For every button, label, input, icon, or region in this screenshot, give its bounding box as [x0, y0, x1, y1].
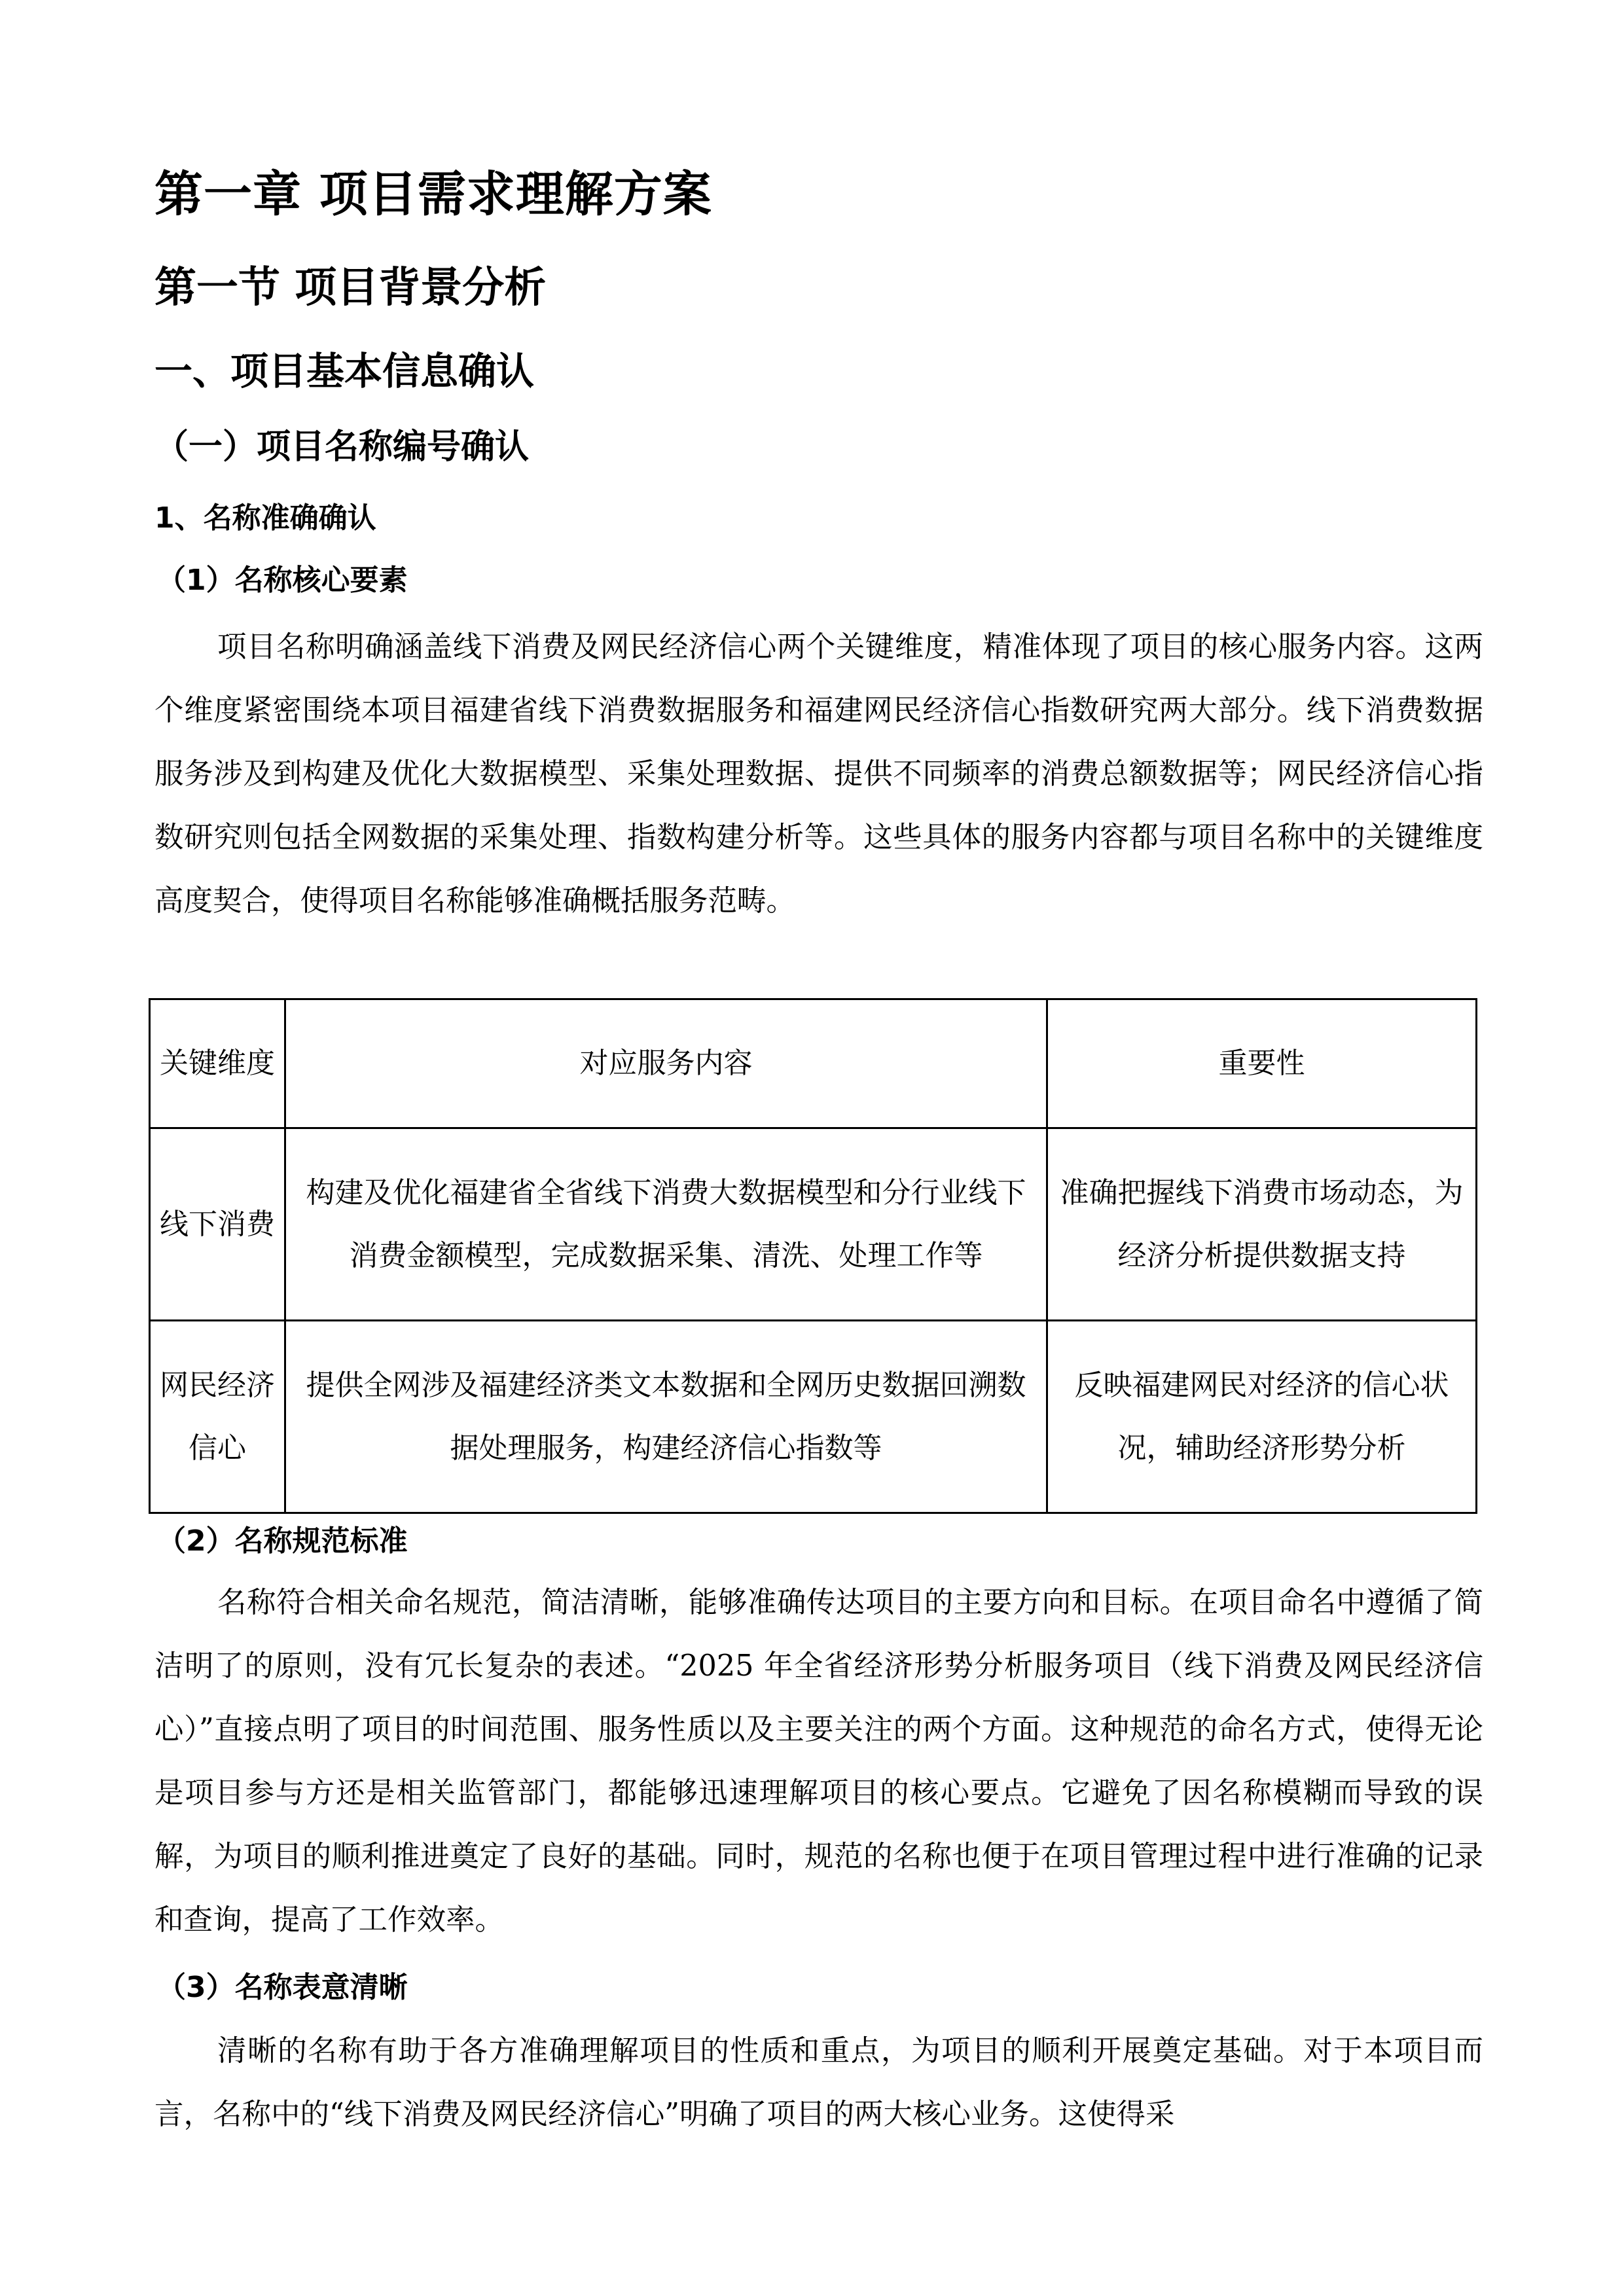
part-1-paragraph: 项目名称明确涵盖线下消费及网民经济信心两个关键维度，精准体现了项目的核心服务内容。这两个维度紧密围绕本项目福建省线下消费数据服务和福建网民经济信心指数研究两大部分。线下消费数据服务涉及到构建及优化大数据模型、采集处理数据、提供不同频率的消费总额数据等；网民经济信心指数研究则包括全网数据的采集处理、指数构建分析等。这些具体的服务内容都与项目名称中的关键维度高度契合，使得项目名称能够准确概括服务范畴。 — [154, 630, 1483, 918]
part-2-heading: （2）名称规范标准 — [157, 1524, 408, 1558]
table-header-cell: 重要性 — [1047, 999, 1477, 1128]
table-header-cell: 关键维度 — [150, 999, 285, 1128]
table-cell-service: 提供全网涉及福建经济类文本数据和全网历史数据回溯数据处理服务，构建经济信心指数等 — [285, 1321, 1047, 1513]
part-3-heading: （3）名称表意清晰 — [157, 1971, 408, 2004]
table-header-row — [150, 999, 1477, 1128]
part-3-paragraph: 清晰的名称有助于各方准确理解项目的性质和重点，为项目的顺利开展奠定基础。对于本项目而言，名称中的“线下消费及网民经济信心”明确了项目的两大核心业务。这使得采 — [154, 2034, 1483, 2131]
chapter-title: 第一章 项目需求理解方案 — [154, 166, 712, 223]
dimension-table — [149, 998, 1477, 1514]
part-1-heading: （1）名称核心要素 — [157, 564, 408, 597]
sub-subsection-title: （一）项目名称编号确认 — [154, 427, 530, 467]
section-title: 第一节 项目背景分析 — [154, 264, 547, 312]
table-cell-importance: 反映福建网民对经济的信心状况，辅助经济形势分析 — [1047, 1321, 1477, 1513]
table-row — [150, 1128, 1477, 1321]
table-cell-dimension: 线下消费 — [150, 1128, 285, 1321]
table-cell-importance: 准确把握线下消费市场动态，为经济分析提供数据支持 — [1047, 1128, 1477, 1321]
table-cell-service: 构建及优化福建省全省线下消费大数据模型和分行业线下消费金额模型，完成数据采集、清洗、处理工作等 — [285, 1128, 1047, 1321]
table-header-cell: 对应服务内容 — [285, 999, 1047, 1128]
subsection-title: 一、项目基本信息确认 — [154, 349, 535, 393]
table-row — [150, 1321, 1477, 1513]
part-2-paragraph: 名称符合相关命名规范，简洁清晰，能够准确传达项目的主要方向和目标。在项目命名中遵循了简洁明了的原则，没有冗长复杂的表述。“2025 年全省经济形势分析服务项目（线下消费及网民经济信心）”直接点明了项目的时间范围、服务性质以及主要关注的两个方面。这种规范的命名方式，使得无论是项目参与方还是相关监管部门，都能够迅速理解项目的核心要点。它避免了因名称模糊而导致的误解，为项目的顺利推进奠定了良好的基础。同时，规范的名称也便于在项目管理过程中进行准确的记录和查询，提高了工作效率。 — [154, 1586, 1483, 1937]
item-title: 1、名称准确确认 — [154, 501, 376, 535]
table-cell-dimension: 网民经济信心 — [150, 1321, 285, 1513]
